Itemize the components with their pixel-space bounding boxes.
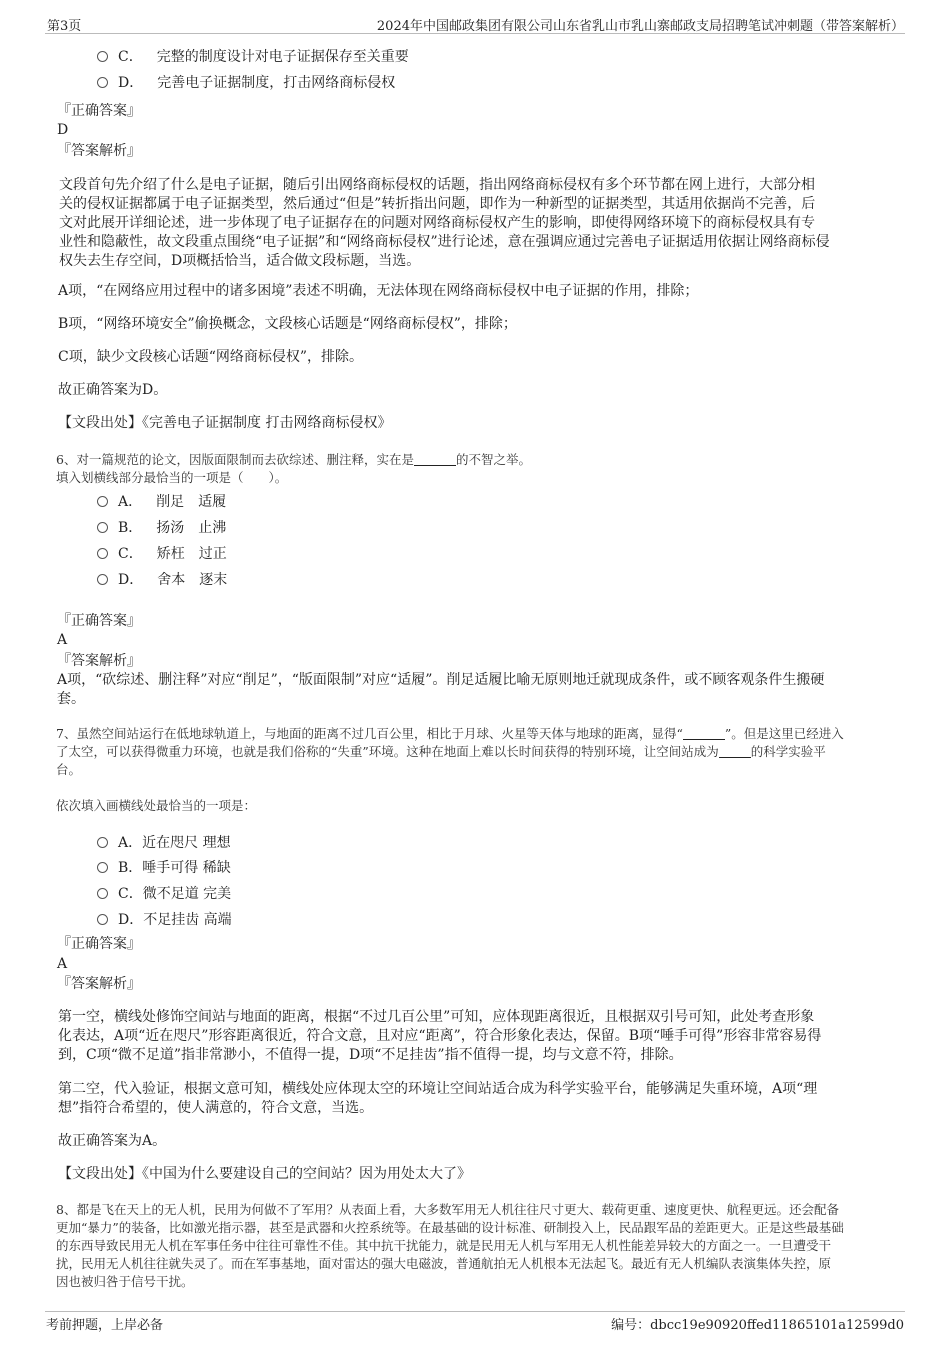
q6-analysis-title: 『答案解析』 — [57, 653, 141, 669]
q7-source: 【文段出处】《中国为什么要建设自己的空间站？因为用处太大了》 — [58, 1166, 471, 1182]
q6-answer-title: 『正确答案』 — [57, 613, 141, 629]
radio-icon[interactable] — [97, 496, 108, 507]
q7-stem: 7、虽然空间站运行在低地球轨道上，与地面的距离不过几百公里，相比于月球、火星等天体与地球的距离，显得“ ”。但是这里已经进入 了太空，可以获得微重力环境，也就是我们俗称的“失重”环境。这种在地面上难以长时间获得的特别环境，让空间站成为 的科学实验平 台。 — [56, 726, 844, 777]
page-number: 第3页 — [47, 19, 82, 34]
q7-prompt: 依次填入画横线处最恰当的一项是： — [56, 798, 257, 813]
radio-icon[interactable] — [97, 837, 108, 848]
q6-option-d[interactable]: D． 舍本 逐末 — [97, 570, 227, 590]
q6-prompt: 填入划横线部分最恰当的一项是（ ）。 — [56, 470, 288, 485]
footer-divider — [45, 1311, 905, 1312]
radio-icon[interactable] — [97, 51, 108, 62]
radio-icon[interactable] — [97, 548, 108, 559]
q8-stem: 8、都是飞在天上的无人机，民用为何做不了军用？从表面上看，大多数军用无人机往往尺寸更大、载荷更重、速度更快、航程更远。还会配备 更加“暴力”的装备，比如激光指示器，甚至是武器和火控系统等。在最基础的设计标准、研制投入上，民品跟军品的差距更大。正是这些最基础 的东西导致民用无人机在军事任务中往往可靠性不佳。其中抗干扰能力，就是民用无人机与军用无人机性能差异较大的方面之一。一旦遭受干 扰，民用无人机往往就失灵了。而在军事基地，面对雷达的强大电磁波，普通航拍无人机根本无法起飞。最近有无人机编队表演集体失控，原 因也被归咎于信号干扰。 — [56, 1202, 844, 1289]
q5-answer-title: 『正确答案』 — [57, 103, 141, 119]
q6-option-b[interactable]: B． 扬汤 止沸 — [97, 518, 226, 538]
q7-analysis-p1: 第一空，横线处修饰空间站与地面的距离，根据“不过几百公里”可知，应体现距离很近，且根据双引号可知，此处考查形象 化表达，A项“近在咫尺”形容距离很近，符合文意，且对应“距离”，符合形象化表达，保留。B项“唾手可得”形容非常容易得 到，C项“微不足道”指非常渺小，不值得一提，D项“不足挂齿”指不值得一提，均与文意不符，排除。 — [58, 1009, 822, 1063]
q6-stem: 6、对一篇规范的论文，因版面限制而去砍综述、删注释，实在是 的不智之举。 — [56, 452, 531, 467]
blank — [414, 453, 456, 466]
page-title: 2024年中国邮政集团有限公司山东省乳山市乳山寨邮政支局招聘笔试冲刺题（带答案解析） — [376, 19, 904, 34]
radio-icon[interactable] — [97, 522, 108, 533]
q7-analysis-p2: 第二空，代入验证，根据文意可知，横线处应体现太空的环境让空间站适合成为科学实验平台，能够满足失重环境，A项“理 想”指符合希望的，使人满意的，符合文意，当选。 — [58, 1081, 818, 1116]
q5-option-c-analysis: C项，缺少文段核心话题“网络商标侵权”，排除。 — [58, 349, 364, 365]
radio-icon[interactable] — [97, 574, 108, 585]
q6-answer: A — [57, 632, 68, 648]
q7-conclusion: 故正确答案为A。 — [58, 1133, 167, 1149]
q5-source: 【文段出处】《完善电子证据制度 打击网络商标侵权》 — [58, 415, 392, 431]
q6-option-c[interactable]: C． 矫枉 过正 — [97, 544, 227, 564]
footer-slogan: 考前押题，上岸必备 — [46, 1318, 164, 1333]
q6-analysis: A项，“砍综述、删注释”对应“削足”，“版面限制”对应“适履”。削足适履比喻无原则地迁就现成条件，或不顾客观条件生搬硬 套。 — [57, 672, 825, 707]
q5-analysis: 文段首句先介绍了什么是电子证据，随后引出网络商标侵权的话题，指出网络商标侵权有多个环节都在网上进行，大部分相 关的侵权证据都属于电子证据类型，然后通过“但是”转折指出问题，即作为一种新型的证据类型，其适用依据尚不完善，后 文对此展开详细论述，进一步体现了电子证据存在的问题对网络商标侵权产生的影响，即使得网络环境下的商标侵权具有专 业性和隐蔽性，故文段重点围绕“电子证据”和“网络商标侵权”进行论述，意在强调应通过完善电子证据适用依据让网络商标侵 权失去生存空间，D项概括恰当，适合做文段标题，当选。 — [59, 177, 830, 269]
q7-option-c[interactable]: C．微不足道 完美 — [97, 884, 231, 904]
q5-answer: D — [57, 122, 69, 138]
q5-analysis-title: 『答案解析』 — [57, 143, 141, 159]
q7-analysis-title: 『答案解析』 — [57, 976, 141, 992]
q5-option-a-analysis: A项，“在网络应用过程中的诸多困境”表述不明确，无法体现在网络商标侵权中电子证据的作用，排除； — [58, 283, 699, 299]
radio-icon[interactable] — [97, 862, 108, 873]
q7-option-b[interactable]: B．唾手可得 稀缺 — [97, 858, 231, 878]
radio-icon[interactable] — [97, 914, 108, 925]
q5-option-b-analysis: B项，“网络环境安全”偷换概念，文段核心话题是“网络商标侵权”，排除； — [58, 316, 517, 332]
q5-conclusion: 故正确答案为D。 — [58, 382, 168, 398]
q5-option-c[interactable]: C． 完整的制度设计对电子证据保存至关重要 — [97, 47, 409, 67]
footer-document-id: 编号：dbcc19e90920ffed11865101a12599d0 — [611, 1318, 904, 1333]
q6-option-a[interactable]: A． 削足 适履 — [97, 492, 226, 512]
q7-answer: A — [57, 956, 68, 972]
q7-option-a[interactable]: A．近在咫尺 理想 — [97, 833, 231, 853]
blank — [719, 745, 751, 758]
q7-answer-title: 『正确答案』 — [57, 936, 141, 952]
q5-option-d[interactable]: D． 完善电子证据制度，打击网络商标侵权 — [97, 73, 395, 93]
header-divider — [45, 33, 905, 34]
q7-option-d[interactable]: D．不足挂齿 高端 — [97, 910, 232, 930]
radio-icon[interactable] — [97, 888, 108, 899]
radio-icon[interactable] — [97, 77, 108, 88]
blank — [683, 727, 725, 740]
